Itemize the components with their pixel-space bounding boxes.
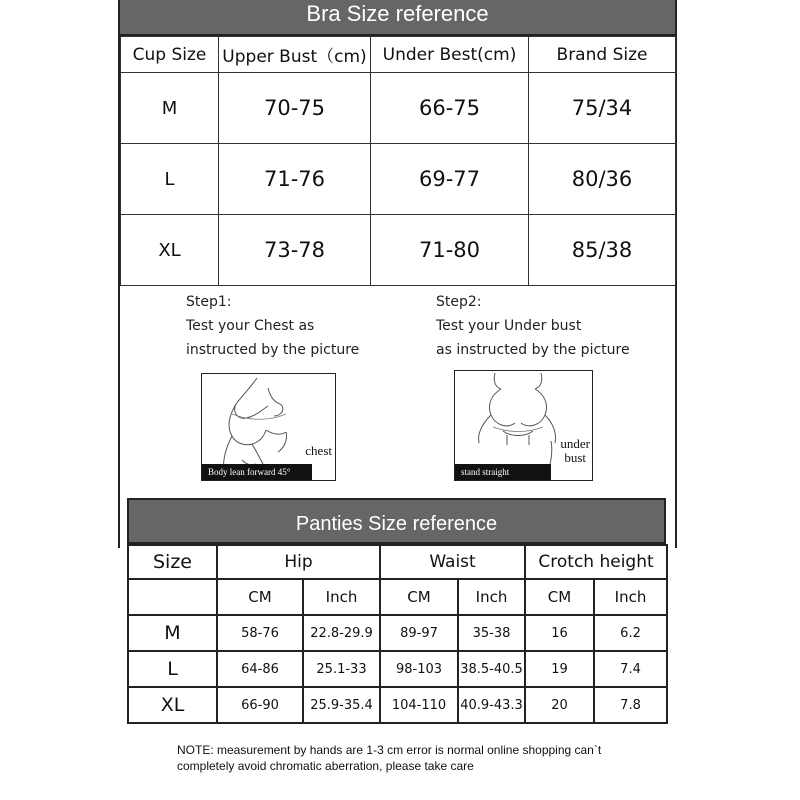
crotch-inch-cell: 7.8 [594, 687, 667, 723]
hip-inch-cell: 25.1-33 [303, 651, 380, 687]
hip-inch-cell: 22.8-29.9 [303, 615, 380, 651]
chest-label: chest [305, 443, 332, 458]
bra-size-section [118, 0, 677, 548]
subheader-hip-cm: CM [217, 579, 303, 615]
step1-title: Step1: [186, 294, 232, 310]
note-line2: completely avoid chromatic aberration, please take care [177, 759, 474, 773]
under-bust-caption: stand straight [455, 464, 551, 480]
under-bust-label-line1: under [560, 436, 590, 451]
step2-title: Step2: [436, 294, 482, 310]
header-under-bust: Under Best(cm) [371, 37, 529, 73]
table-header-row [121, 37, 676, 73]
cup-size-cell: XL [121, 215, 219, 286]
header-cup-size: Cup Size [121, 37, 219, 73]
under-bust-measure-illustration [454, 370, 593, 481]
crotch-cm-cell: 19 [525, 651, 594, 687]
measurement-note [177, 742, 657, 774]
table-row [121, 215, 676, 286]
subheader-waist-inch: Inch [458, 579, 525, 615]
brand-size-cell: 85/38 [529, 215, 676, 286]
step1-instructions [186, 290, 359, 362]
step1-line2: instructed by the picture [186, 342, 360, 358]
header-size: Size [128, 545, 217, 579]
step2-line1: Test your Under bust [436, 318, 582, 334]
cup-size-cell: L [121, 144, 219, 215]
table-row [121, 144, 676, 215]
header-waist: Waist [380, 545, 525, 579]
hip-cm-cell: 58-76 [217, 615, 303, 651]
bra-size-table [120, 36, 676, 286]
subheader-hip-inch: Inch [303, 579, 380, 615]
crotch-cm-cell: 16 [525, 615, 594, 651]
bra-section-title: Bra Size reference [120, 0, 675, 36]
chest-caption: Body lean forward 45° [202, 464, 312, 480]
hip-cm-cell: 66-90 [217, 687, 303, 723]
header-brand-size: Brand Size [529, 37, 676, 73]
waist-inch-cell: 35-38 [458, 615, 525, 651]
step2-instructions [436, 290, 630, 362]
step2-line2: as instructed by the picture [436, 342, 630, 358]
table-row [128, 615, 667, 651]
crotch-inch-cell: 6.2 [594, 615, 667, 651]
upper-bust-cell: 73-78 [219, 215, 371, 286]
header-upper-bust: Upper Bust（cm) [219, 37, 371, 73]
table-row [128, 651, 667, 687]
size-cell: XL [128, 687, 217, 723]
table-row [128, 687, 667, 723]
table-row [121, 73, 676, 144]
panties-section-title: Panties Size reference [127, 498, 666, 544]
under-bust-cell: 66-75 [371, 73, 529, 144]
under-bust-cell: 71-80 [371, 215, 529, 286]
table-subheader-row [128, 579, 667, 615]
hip-cm-cell: 64-86 [217, 651, 303, 687]
subheader-crotch-inch: Inch [594, 579, 667, 615]
waist-cm-cell: 98-103 [380, 651, 458, 687]
chest-measure-illustration [201, 373, 336, 481]
crotch-cm-cell: 20 [525, 687, 594, 723]
subheader-waist-cm: CM [380, 579, 458, 615]
waist-cm-cell: 104-110 [380, 687, 458, 723]
note-line1: NOTE: measurement by hands are 1-3 cm error is normal online shopping can`t [177, 743, 602, 757]
upper-bust-cell: 71-76 [219, 144, 371, 215]
brand-size-cell: 75/34 [529, 73, 676, 144]
under-bust-cell: 69-77 [371, 144, 529, 215]
under-bust-label [560, 437, 590, 465]
size-cell: L [128, 651, 217, 687]
panties-size-section [127, 498, 666, 724]
crotch-inch-cell: 7.4 [594, 651, 667, 687]
hip-inch-cell: 25.9-35.4 [303, 687, 380, 723]
size-cell: M [128, 615, 217, 651]
brand-size-cell: 80/36 [529, 144, 676, 215]
table-header-row [128, 545, 667, 579]
waist-cm-cell: 89-97 [380, 615, 458, 651]
subheader-crotch-cm: CM [525, 579, 594, 615]
upper-bust-cell: 70-75 [219, 73, 371, 144]
cup-size-cell: M [121, 73, 219, 144]
header-hip: Hip [217, 545, 380, 579]
step1-line1: Test your Chest as [186, 318, 315, 334]
subheader-empty [128, 579, 217, 615]
under-bust-label-line2: bust [564, 450, 587, 465]
header-crotch-height: Crotch height [525, 545, 667, 579]
waist-inch-cell: 38.5-40.5 [458, 651, 525, 687]
waist-inch-cell: 40.9-43.3 [458, 687, 525, 723]
panties-size-table [127, 544, 668, 724]
